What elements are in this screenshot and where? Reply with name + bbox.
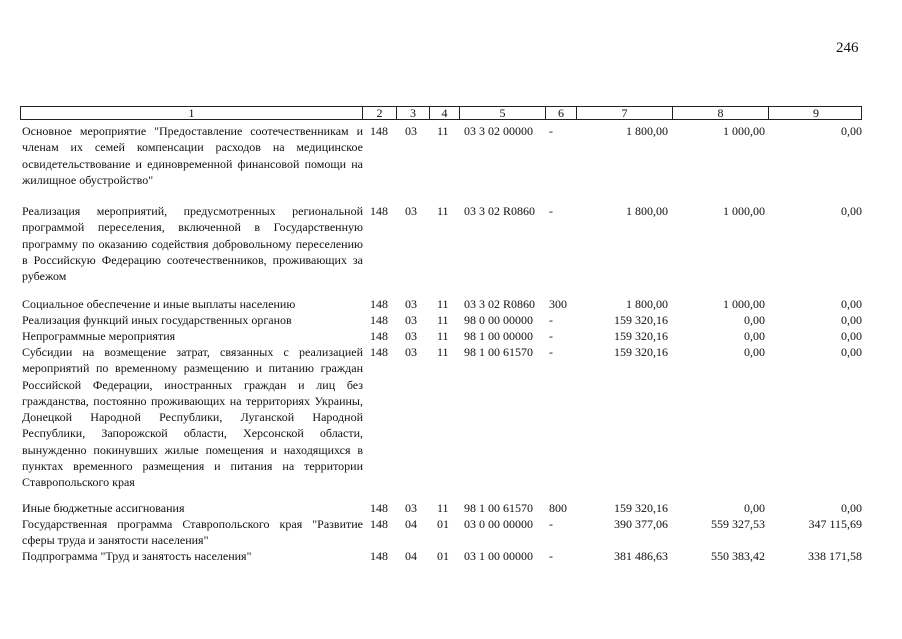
header-col-3: 3 xyxy=(396,107,429,119)
row-col-8: 1 000,00 xyxy=(723,297,765,311)
header-col-2: 2 xyxy=(362,107,396,119)
row-col-4: 11 xyxy=(437,345,449,359)
row-col-2: 148 xyxy=(370,501,388,515)
row-col-7: 1 800,00 xyxy=(626,204,668,218)
row-col-6: 300 xyxy=(549,297,567,311)
row-col-9: 0,00 xyxy=(841,329,862,343)
header-col-1: 1 xyxy=(188,106,195,120)
header-col-5: 5 xyxy=(459,107,545,119)
row-col-5: 03 3 02 R0860 xyxy=(464,297,536,311)
row-col-7: 159 320,16 xyxy=(614,501,668,515)
row-col-6: - xyxy=(549,517,553,531)
row-col-4: 11 xyxy=(437,329,449,343)
row-col-7: 159 320,16 xyxy=(614,313,668,327)
row-col-5: 03 0 00 00000 xyxy=(464,517,533,531)
row-col-8: 0,00 xyxy=(744,501,765,515)
row-col-4: 11 xyxy=(437,501,449,515)
row-name: Государственная программа Ставропольского края "Развитие сферы труда и занятости населения" xyxy=(22,517,363,548)
row-col-9: 347 115,69 xyxy=(808,517,862,531)
row-col-6: - xyxy=(549,345,553,359)
row-col-4: 11 xyxy=(437,297,449,311)
row-col-7: 390 377,06 xyxy=(614,517,668,531)
row-col-9: 0,00 xyxy=(841,124,862,138)
row-col-4: 11 xyxy=(437,313,449,327)
row-name: Иные бюджетные ассигнования xyxy=(22,501,185,515)
row-col-8: 0,00 xyxy=(744,329,765,343)
row-col-9: 0,00 xyxy=(841,345,862,359)
row-col-5: 98 1 00 00000 xyxy=(464,329,533,343)
header-col-9: 9 xyxy=(768,107,863,119)
row-col-4: 01 xyxy=(437,549,449,563)
row-col-3: 03 xyxy=(405,345,417,359)
header-col-8: 8 xyxy=(672,107,768,119)
row-col-8: 1 000,00 xyxy=(723,124,765,138)
row-col-2: 148 xyxy=(370,345,388,359)
row-col-8: 0,00 xyxy=(744,313,765,327)
row-col-9: 0,00 xyxy=(841,501,862,515)
header-col-7: 7 xyxy=(576,107,672,119)
row-name: Подпрограмма "Труд и занятость населения" xyxy=(22,549,252,563)
header-col-4: 4 xyxy=(429,107,459,119)
row-col-4: 11 xyxy=(437,204,449,218)
row-col-7: 159 320,16 xyxy=(614,329,668,343)
row-col-3: 04 xyxy=(405,549,417,563)
row-col-7: 381 486,63 xyxy=(614,549,668,563)
row-col-7: 159 320,16 xyxy=(614,345,668,359)
row-name: Непрограммные мероприятия xyxy=(22,329,176,343)
row-col-3: 03 xyxy=(405,204,417,218)
row-name: Реализация мероприятий, предусмотренных региональной программой переселения, включенной в Государственную программу по оказанию содействия добровольному переселению в Российскую Федерацию соотечественников, проживающих за рубежом xyxy=(22,204,363,284)
row-col-7: 1 800,00 xyxy=(626,124,668,138)
row-col-9: 0,00 xyxy=(841,313,862,327)
row-col-9: 0,00 xyxy=(841,204,862,218)
row-col-3: 04 xyxy=(405,517,417,531)
row-name: Реализация функций иных государственных органов xyxy=(22,313,292,327)
row-col-3: 03 xyxy=(405,501,417,515)
row-col-4: 11 xyxy=(437,124,449,138)
row-col-9: 338 171,58 xyxy=(808,549,862,563)
table-header xyxy=(20,106,862,120)
row-col-2: 148 xyxy=(370,329,388,343)
row-col-2: 148 xyxy=(370,204,388,218)
row-name: Социальное обеспечение и иные выплаты населению xyxy=(22,297,296,311)
row-col-8: 559 327,53 xyxy=(711,517,765,531)
row-col-3: 03 xyxy=(405,124,417,138)
row-col-3: 03 xyxy=(405,329,417,343)
row-col-3: 03 xyxy=(405,313,417,327)
row-col-4: 01 xyxy=(437,517,449,531)
row-col-6: - xyxy=(549,124,553,138)
row-col-2: 148 xyxy=(370,297,388,311)
row-col-6: - xyxy=(549,313,553,327)
row-col-5: 98 1 00 61570 xyxy=(464,345,533,359)
page-number: 246 xyxy=(836,40,859,56)
header-col-6: 6 xyxy=(545,107,576,119)
row-col-9: 0,00 xyxy=(841,297,862,311)
row-col-8: 1 000,00 xyxy=(723,204,765,218)
row-col-5: 98 0 00 00000 xyxy=(464,313,533,327)
row-col-5: 03 3 02 R0860 xyxy=(464,204,536,218)
row-col-2: 148 xyxy=(370,517,388,531)
row-name: Субсидии на возмещение затрат, связанных с реализацией мероприятий по временному размещению и питанию граждан Российской Федерации, иностранных граждан и лиц без гражданства, постоянно проживающих на территориях Украины, Донецкой Народной Республики, Луганской Народной Республики, Запорожской области, Херсонской области, вынужденно покинувших жилые помещения и находящихся в пунктах временного размещения и питания на территории Ставропольского края xyxy=(22,345,363,490)
row-col-5: 03 3 02 00000 xyxy=(464,124,533,138)
row-col-6: - xyxy=(549,204,553,218)
row-col-7: 1 800,00 xyxy=(626,297,668,311)
row-col-2: 148 xyxy=(370,313,388,327)
row-col-6: - xyxy=(549,549,553,563)
row-col-8: 0,00 xyxy=(744,345,765,359)
row-col-2: 148 xyxy=(370,124,388,138)
row-col-3: 03 xyxy=(405,297,417,311)
row-col-2: 148 xyxy=(370,549,388,563)
row-name: Основное мероприятие "Предоставление соотечественникам и членам их семей компенсации расходов на медицинское освидетельствование и единовременной финансовой помощи на жилищное обустройство" xyxy=(22,124,363,187)
row-col-5: 98 1 00 61570 xyxy=(464,501,533,515)
row-col-5: 03 1 00 00000 xyxy=(464,549,533,563)
row-col-6: 800 xyxy=(549,501,567,515)
row-col-6: - xyxy=(549,329,553,343)
row-col-8: 550 383,42 xyxy=(711,549,765,563)
